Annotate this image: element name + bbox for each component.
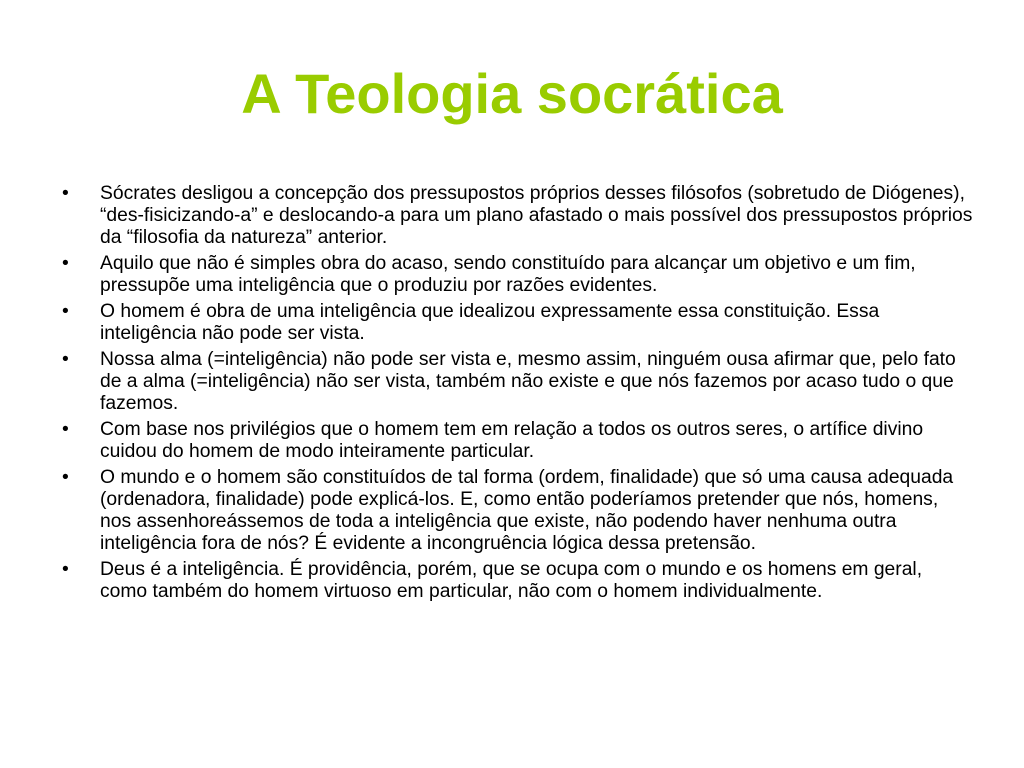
bullet-item	[62, 301, 974, 345]
slide-title: A Teologia socrática	[241, 62, 783, 125]
bullet-marker: •	[62, 349, 69, 370]
bullet-marker: •	[62, 183, 69, 204]
bullet-item	[62, 253, 974, 297]
bullet-text: Sócrates desligou a concepção dos pressupostos próprios desses filósofos (sobretudo de Diógenes), “des-fisicizando-a” e deslocando-a para um plano afastado o mais possível dos pressupostos próprios da “filosofia da natureza” anterior.	[100, 183, 973, 248]
bullet-marker: •	[62, 467, 69, 488]
bullet-text: Aquilo que não é simples obra do acaso, sendo constituído para alcançar um objetivo e um fim, pressupõe uma inteligência que o produziu por razões evidentes.	[100, 253, 916, 296]
bullet-item	[62, 559, 974, 603]
bullet-marker: •	[62, 419, 69, 440]
bullet-item	[62, 419, 974, 463]
bullet-marker: •	[62, 559, 69, 580]
bullet-item	[62, 349, 974, 415]
bullet-text: O homem é obra de uma inteligência que idealizou expressamente essa constituição. Essa inteligência não pode ser vista.	[100, 301, 880, 344]
bullet-marker: •	[62, 253, 69, 274]
bullet-marker: •	[62, 301, 69, 322]
bullet-text: Deus é a inteligência. É providência, porém, que se ocupa com o mundo e os homens em geral, como também do homem virtuoso em particular, não com o homem individualmente.	[100, 559, 923, 602]
bullet-item	[62, 183, 974, 249]
bullet-item	[62, 467, 974, 555]
bullet-text: Nossa alma (=inteligência) não pode ser vista e, mesmo assim, ninguém ousa afirmar que, pelo fato de a alma (=inteligência) não ser vista, também não existe e que nós fazemos por acaso tudo o que fazemos.	[100, 349, 956, 414]
bullet-text: Com base nos privilégios que o homem tem em relação a todos os outros seres, o artífice divino cuidou do homem de modo inteiramente particular.	[100, 419, 924, 462]
bullet-text: O mundo e o homem são constituídos de tal forma (ordem, finalidade) que só uma causa adequada (ordenadora, finalidade) pode explicá-los. E, como então poderíamos pretender que nós, homens, nos assenhoreássemos de toda a inteligência que existe, não podendo haver nenhuma outra inteligência fora de nós? É evidente a incongruência lógica dessa pretensão.	[100, 467, 954, 554]
bullet-list	[62, 183, 974, 607]
